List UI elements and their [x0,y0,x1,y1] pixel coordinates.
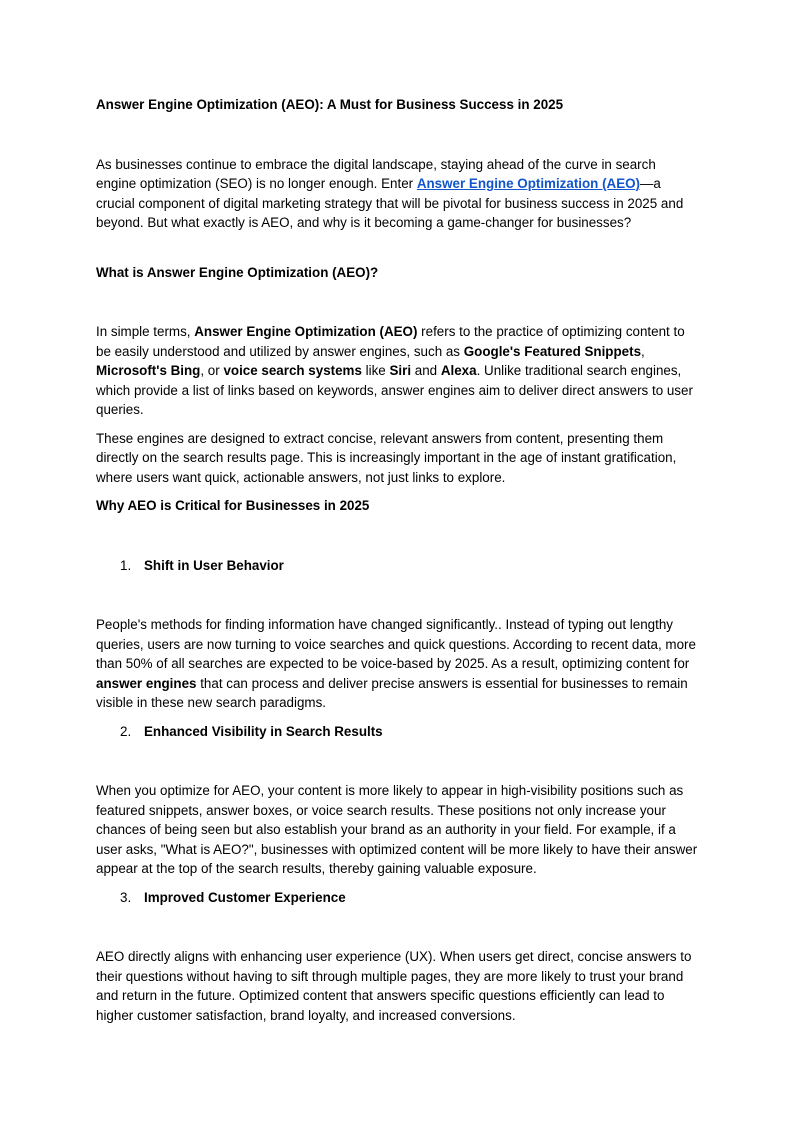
text-span: like [361,363,390,378]
list-item-heading [96,556,698,576]
document-page [96,95,698,1034]
bold-term-siri: Siri [389,363,412,378]
list-item-heading [96,722,698,742]
text-span: and [411,363,441,378]
text-span: that can process and deliver precise answers is essential for businesses to remain visible in these new search paradigms. [96,675,688,710]
intro-text-after-link: —a crucial component of digital marketing strategy that will be pivotal for business success in 2025 and beyond. But what exactly is AEO, and why is it becoming a game-changer for businesses? [96,176,684,230]
list-item-title: Enhanced Visibility in Search Results [144,723,383,739]
section-heading-what-is-aeo: What is Answer Engine Optimization (AEO)? [96,264,379,280]
visibility-paragraph: When you optimize for AEO, your content is more likely to appear in high-visibility positions such as featured snippets, answer boxes, or voice search results. These positions not only increase your chances of being seen but also establish your brand as an authority in your field. For example, if a user asks, "What is AEO?", businesses with optimized content will be more likely to have their answer appear at the top of the search results, thereby gaining valuable exposure. [96,783,698,876]
text-span: , or [200,363,224,378]
section-heading-why-aeo: Why AEO is Critical for Businesses in 2025 [96,498,370,513]
list-item-title: Shift in User Behavior [144,557,284,573]
bold-term-voice-search: voice search systems [223,363,362,378]
intro-text-before-link: As businesses continue to embrace the digital landscape, staying ahead of the curve in search engine optimization (SEO) is no longer enough. Enter [96,156,656,191]
text-span: In simple terms, [96,324,195,339]
list-item-title: Improved Customer Experience [144,889,346,905]
aeo-link[interactable]: Answer Engine Optimization (AEO) [416,176,641,191]
document-title: Answer Engine Optimization (AEO): A Must for Business Success in 2025 [96,97,564,112]
list-number: 1. [120,557,132,573]
user-behavior-paragraph [96,615,698,713]
bold-term-alexa: Alexa [440,363,477,378]
bold-term-bing: Microsoft's Bing [96,363,201,378]
list-number: 3. [120,889,132,905]
definition-paragraph [96,322,698,420]
list-number: 2. [120,723,132,739]
intro-paragraph [96,155,698,233]
bold-term-featured-snippets: Google's Featured Snippets [463,343,642,359]
customer-experience-paragraph: AEO directly aligns with enhancing user experience (UX). When users get direct, concise answers to their questions without having to sift through multiple pages, they are more likely to trust your brand and return in the future. Optimized content that answers specific questions efficiently can lead to higher customer satisfaction, brand loyalty, and increased conversions. [96,949,692,1023]
bold-term-answer-engines: answer engines [96,675,197,691]
text-span: People's methods for finding information have changed significantly.. Instead of typing out lengthy queries, users are now turning to voice searches and quick questions. According to recent data, more than 50% of all searches are expected to be voice-based by 2025. As a result, optimizing content for [96,617,696,671]
text-span: . Unlike traditional search engines, which provide a list of links based on keywords, answer engines aim to deliver direct answers to user queries. [96,363,693,417]
text-span: refers to the practice of optimizing content to be easily understood and utilized by answer engines, such as [96,324,685,359]
list-item-heading [96,888,698,908]
engines-paragraph: These engines are designed to extract concise, relevant answers from content, presenting them directly on the search results page. This is increasingly important in the age of instant gratification, where users want quick, actionable answers, not just links to explore. [96,430,677,485]
text-span: , [641,343,645,359]
bold-term-aeo: Answer Engine Optimization (AEO) [194,324,418,339]
